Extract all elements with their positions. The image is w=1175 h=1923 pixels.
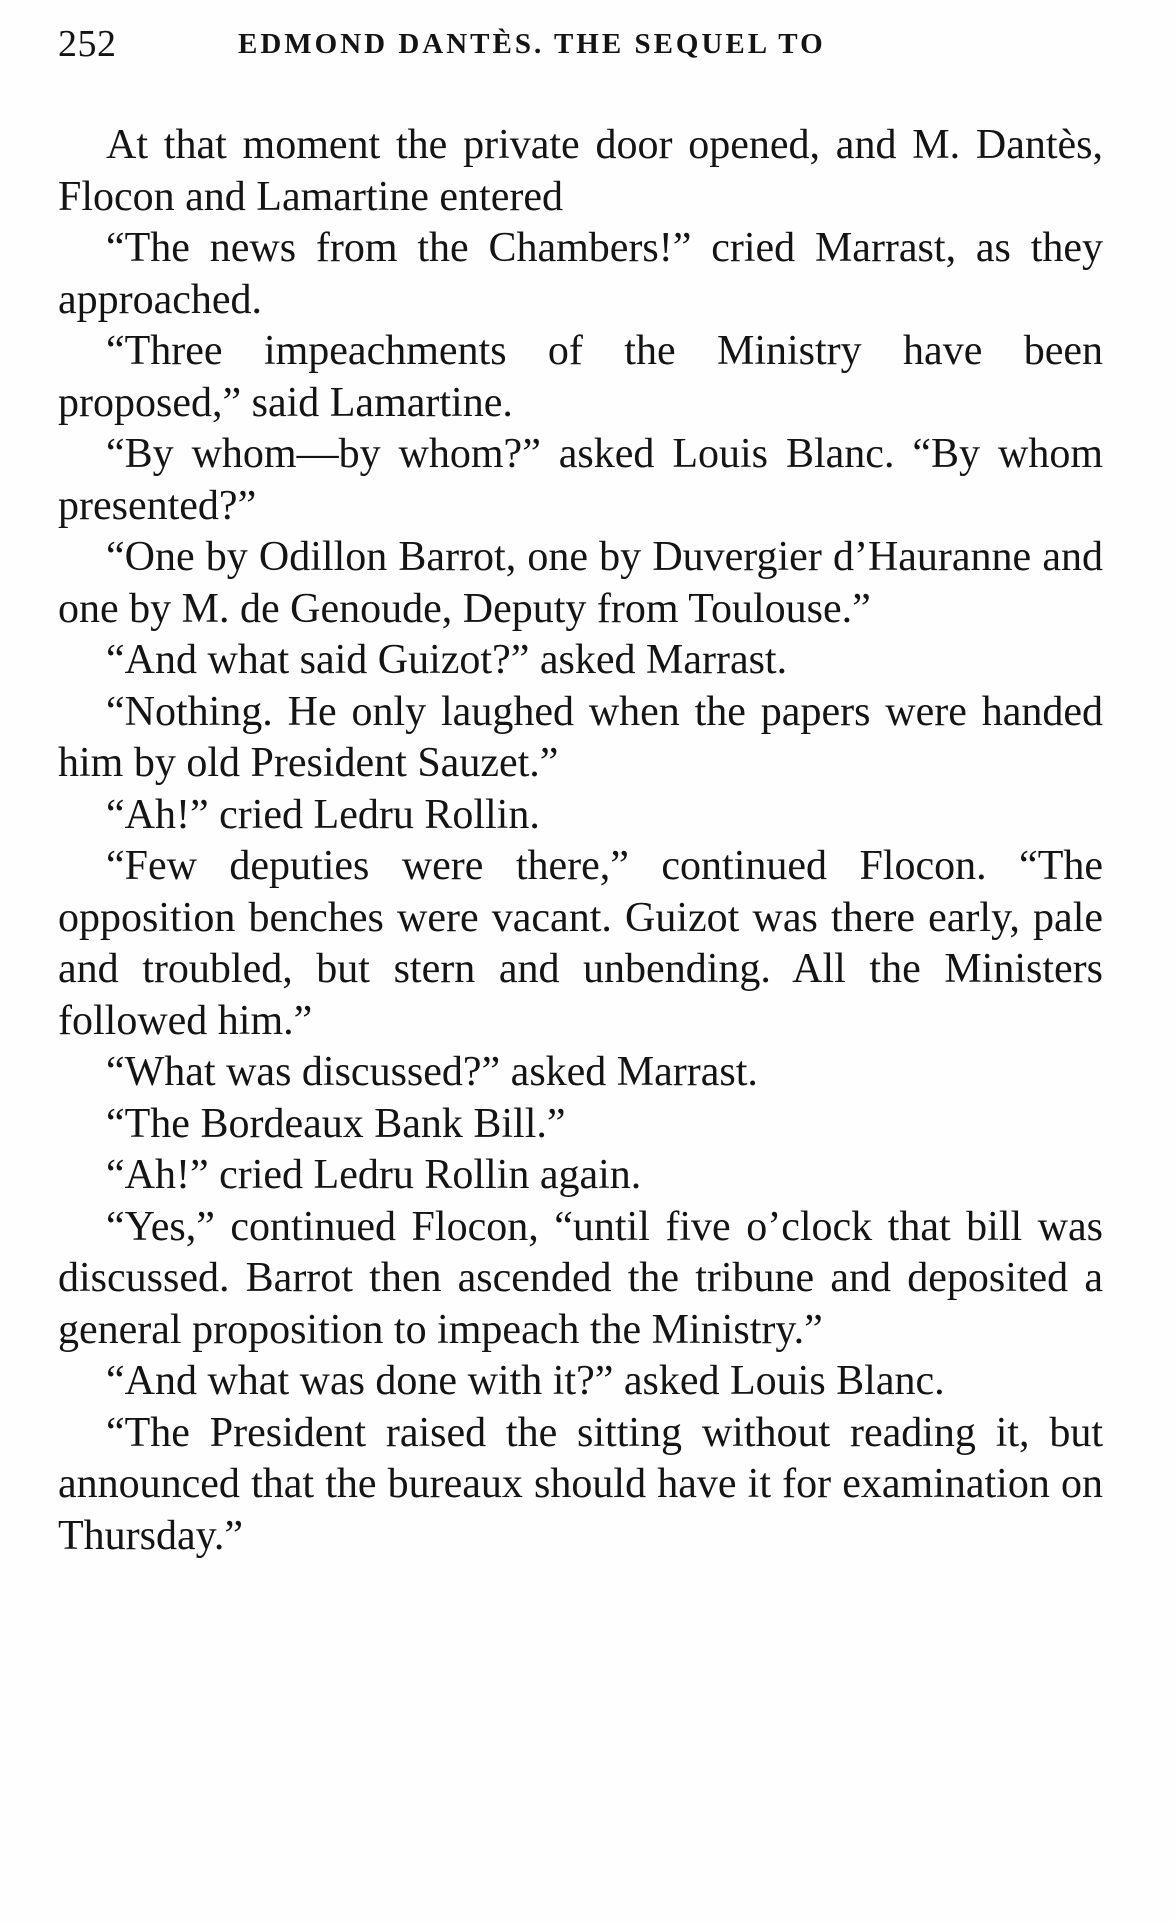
paragraph: “What was discussed?” asked Marrast. [106,1049,758,1095]
paragraph: “The news from the Chambers!” cried Marrast, as they approached. [58,225,1103,323]
page-number: 252 [58,23,117,65]
body-text [58,120,1103,1562]
paragraph: “One by Odillon Barrot, one by Duvergier d’Hauranne and one by M. de Genoude, Deputy from Toulouse.” [58,534,1103,632]
paragraph: At that moment the private door opened, and M. Dantès, Flocon and Lamartine entered [58,122,1103,220]
paragraph: “Yes,” continued Flocon, “until five o’clock that bill was discussed. Barrot then ascended the tribune and deposited a general proposition to impeach the Ministry.” [58,1203,1103,1353]
paragraph: “And what said Guizot?” asked Marrast. [106,637,788,683]
paragraph: “Few deputies were there,” continued Flocon. “The opposition benches were vacant. Guizot was there early, pale and troubled, but stern and unbending. All the Ministers followed him.” [58,843,1103,1044]
paragraph: “And what was done with it?” asked Louis Blanc. [106,1358,945,1404]
page-header [58,18,1108,78]
paragraph: “The President raised the sitting without reading it, but announced that the bureaux should have it for examination on Thursday.” [58,1409,1103,1559]
paragraph: “By whom—by whom?” asked Louis Blanc. “By whom presented?” [58,431,1103,529]
paragraph: “Ah!” cried Ledru Rollin again. [106,1152,642,1198]
running-title: EDMOND DANTÈS. THE SEQUEL TO [238,28,826,60]
paragraph: “Ah!” cried Ledru Rollin. [106,791,540,838]
paragraph: “Nothing. He only laughed when the papers were handed him by old President Sauzet.” [58,688,1103,786]
paragraph: “Three impeachments of the Ministry have been proposed,” said Lamartine. [58,328,1103,426]
paragraph: “The Bordeaux Bank Bill.” [106,1100,566,1147]
